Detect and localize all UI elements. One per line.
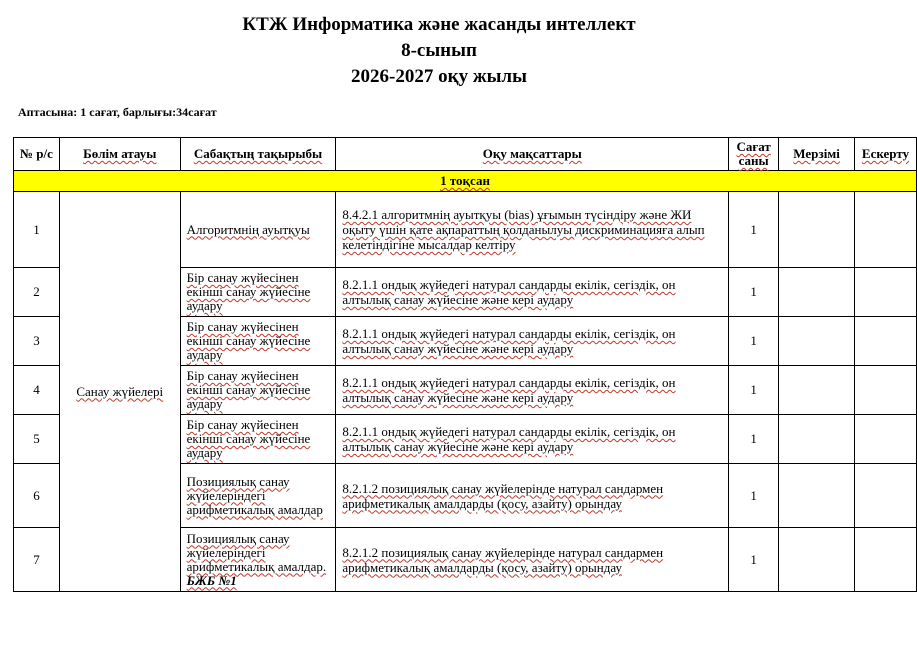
col-header-objectives-label: Оқу мақсаттары <box>482 146 582 161</box>
topic-cell <box>180 464 336 528</box>
col-header-hours <box>729 138 779 171</box>
topic-text: Бір санау жүйесінен екінші санау жүйесіне аудару <box>186 417 311 460</box>
topic-text: Позициялық санау жүйелеріндегі арифметикалық амалдар <box>186 473 323 517</box>
assessment-tag: БЖБ №1 <box>186 572 237 588</box>
document-title: КТЖ Информатика және жасанды интеллект <box>242 14 636 35</box>
note-cell <box>855 317 917 366</box>
objective-cell <box>336 317 729 366</box>
col-header-num: № р/с <box>14 138 60 171</box>
topic-cell <box>180 317 336 366</box>
topic-cell <box>180 366 336 415</box>
section-name: Санау жүйелері <box>76 383 164 399</box>
row-num: 2 <box>14 268 60 317</box>
hours-cell: 1 <box>729 317 779 366</box>
row-num: 1 <box>14 192 60 268</box>
note-cell <box>855 192 917 268</box>
col-header-objectives <box>336 138 729 171</box>
topic-text: Бір санау жүйесінен екінші санау жүйесіне аудару <box>186 270 311 313</box>
date-cell <box>779 464 855 528</box>
hours-cell: 1 <box>729 415 779 464</box>
col-header-note-label: Ескерту <box>861 146 910 161</box>
note-cell <box>855 415 917 464</box>
topic-cell <box>180 268 336 317</box>
hours-cell: 1 <box>729 366 779 415</box>
row-num: 5 <box>14 415 60 464</box>
note-cell <box>855 464 917 528</box>
quarter-label-cell <box>14 171 917 192</box>
objective-text: 8.2.1.2 позициялық санау жүйелерінде натурал сандармен арифметикалық амалдарды (қосу, азайту) орындау <box>342 480 664 511</box>
col-header-section-label: Бөлім атауы <box>83 146 157 161</box>
row-num: 3 <box>14 317 60 366</box>
grade-label: 8-сынып <box>401 40 477 61</box>
col-header-date <box>779 138 855 171</box>
objective-text: 8.2.1.1 ондық жүйедегі натурал сандарды екілік, сегіздік, он алтылық санау жүйесіне және кері аудару <box>342 277 676 307</box>
note-cell <box>855 268 917 317</box>
table-header-row <box>14 138 917 171</box>
objective-cell <box>336 415 729 464</box>
hours-cell: 1 <box>729 192 779 268</box>
topic-text: Бір санау жүйесінен екінші санау жүйесіне аудару <box>186 368 311 411</box>
date-cell <box>779 415 855 464</box>
note-cell <box>855 366 917 415</box>
col-header-hours-label: Сағат саны <box>736 139 771 168</box>
section-cell <box>59 192 180 592</box>
col-header-section <box>59 138 180 171</box>
quarter-label: 1 тоқсан <box>440 173 490 188</box>
note-cell <box>855 528 917 592</box>
col-header-note <box>855 138 917 171</box>
objective-text: 8.2.1.1 ондық жүйедегі натурал сандарды екілік, сегіздік, он алтылық санау жүйесіне және кері аудару <box>342 424 676 454</box>
row-num: 6 <box>14 464 60 528</box>
lesson-plan-table <box>13 137 917 592</box>
table-row <box>14 192 917 268</box>
col-header-topic <box>180 138 336 171</box>
row-num: 7 <box>14 528 60 592</box>
row-num: 4 <box>14 366 60 415</box>
objective-text: 8.2.1.1 ондық жүйедегі натурал сандарды екілік, сегіздік, он алтылық санау жүйесіне және кері аудару <box>342 326 676 356</box>
objective-cell <box>336 268 729 317</box>
topic-text: Алгоритмнің ауытқуы <box>186 221 310 237</box>
document-header <box>0 12 878 90</box>
topic-text: Позициялық санау жүйелеріндегі арифметикалық амалдар. <box>186 530 327 574</box>
quarter-row <box>14 171 917 192</box>
hours-note: Аптасына: 1 сағат, барлығы:34сағат <box>18 105 217 119</box>
academic-year: 2026-2027 оқу жылы <box>351 66 527 87</box>
objective-cell <box>336 528 729 592</box>
topic-cell <box>180 192 336 268</box>
col-header-date-label: Мерзімі <box>793 146 840 161</box>
objective-cell <box>336 464 729 528</box>
hours-cell: 1 <box>729 268 779 317</box>
topic-cell <box>180 415 336 464</box>
hours-cell: 1 <box>729 528 779 592</box>
date-cell <box>779 268 855 317</box>
objective-text: 8.4.2.1 алгоритмнің ауытқуы (bias) ұғымын түсіндіру және ЖИ оқыту үшін қате ақпараттың қолданылуы дискриминацияға алып келетіндігіне мысалдар келтіру <box>342 207 705 252</box>
objective-cell <box>336 192 729 268</box>
date-cell <box>779 366 855 415</box>
hours-cell: 1 <box>729 464 779 528</box>
objective-text: 8.2.1.2 позициялық санау жүйелерінде натурал сандармен арифметикалық амалдарды (қосу, азайту) орындау <box>342 544 664 575</box>
topic-cell <box>180 528 336 592</box>
objective-text: 8.2.1.1 ондық жүйедегі натурал сандарды екілік, сегіздік, он алтылық санау жүйесіне және кері аудару <box>342 375 676 405</box>
date-cell <box>779 528 855 592</box>
topic-text: Бір санау жүйесінен екінші санау жүйесіне аудару <box>186 319 311 362</box>
date-cell <box>779 192 855 268</box>
date-cell <box>779 317 855 366</box>
col-header-topic-label: Сабақтың тақырыбы <box>193 146 323 161</box>
objective-cell <box>336 366 729 415</box>
